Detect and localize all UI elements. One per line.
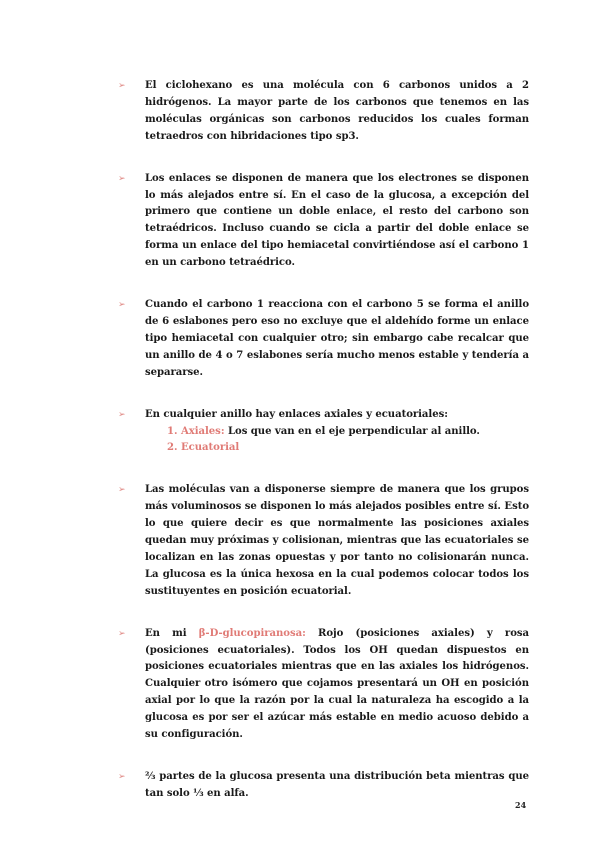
sub-item-text: Los que van en el eje perpendicular al anillo. <box>224 425 480 437</box>
item-text: En cualquier anillo hay enlaces axiales y ecuatoriales: <box>145 408 448 420</box>
item-prefix: En mi <box>145 627 199 639</box>
item-text: Cuando el carbono 1 reacciona con el carbono 5 se forma el anillo de 6 eslabones pero eso no excluye que el aldehído forme un enlace tipo hemiacetal con cualquier otro; sin embargo cabe recalcar que un anillo de 4 o 7 eslabones sería mucho menos estable y tendería a separarse. <box>145 299 529 378</box>
arrowhead-bullet-icon: ➢ <box>118 628 126 639</box>
arrowhead-bullet-icon: ➢ <box>118 772 126 782</box>
arrowhead-bullet-icon: ➢ <box>118 409 126 420</box>
page-number: 24 <box>515 800 527 810</box>
arrowhead-bullet-icon: ➢ <box>118 300 126 311</box>
item-text: Los enlaces se disponen de manera que los electrones se disponen lo más alejados entre sí. En el caso de la glucosa, a excepción del primero que contiene un doble enlace, el resto del carbono son tetraédricos. Incluso cuando se cicla a partir del doble enlace se forma un enlace del tipo hemiacetal convirtiéndose así el carbono 1 en un carbono tetraédrico. <box>145 172 529 269</box>
sub-item-number: 1. <box>167 425 178 437</box>
sub-item-label: Axiales: <box>181 425 225 437</box>
arrowhead-bullet-icon: ➢ <box>118 173 126 184</box>
list-item <box>118 78 529 146</box>
sub-item-number: 2. <box>167 442 178 454</box>
list-item <box>118 171 529 272</box>
list-item <box>118 769 529 803</box>
sub-list <box>145 424 529 458</box>
arrowhead-bullet-icon: ➢ <box>118 81 126 91</box>
sub-list-item <box>167 424 529 441</box>
item-text: Las moléculas van a disponerse siempre de manera que los grupos más voluminosos se disponen lo más alejados posibles entre sí. Esto lo que quiere decir es que normalmente las posiciones axiales quedan muy próximas y colisionan, mientras que las ecuatoriales se localizan en las zonas opuestas y por tanto no colisionarán nunca. La glucosa es la única hexosa en la cual podemos colocar todos los sustituyentes en posición ecuatorial. <box>145 484 529 597</box>
highlight-term: β-D-glucopiranosa: <box>198 627 306 639</box>
bullet-list <box>118 78 529 828</box>
item-text: ⅔ partes de la glucosa presenta una distribución beta mientras que tan solo ⅓ en alfa. <box>145 771 529 799</box>
sub-list-item <box>167 440 529 457</box>
list-item <box>118 482 529 600</box>
item-text: El ciclohexano es una molécula con 6 carbonos unidos a 2 hidrógenos. La mayor parte de los carbonos que tenemos en las moléculas orgánicas son carbonos reducidos los cuales forman tetraedros con hibridaciones tipo sp3. <box>145 80 529 142</box>
sub-item-label: Ecuatorial <box>181 442 240 454</box>
list-item <box>118 407 529 458</box>
list-item <box>118 297 529 382</box>
list-item <box>118 626 529 744</box>
arrowhead-bullet-icon: ➢ <box>118 485 126 496</box>
item-text: Rojo (posiciones axiales) y rosa (posiciones ecuatoriales). Todos los OH quedan dispuestos en posiciones ecuatoriales mientras que en las axiales los hidrógenos. Cualquier otro isómero que cojamos presentará un OH en posición axial por lo que la razón por la cual la naturaleza ha escogido a la glucosa es por ser el azúcar más estable en medio acuoso debido a su configuración. <box>145 627 529 741</box>
